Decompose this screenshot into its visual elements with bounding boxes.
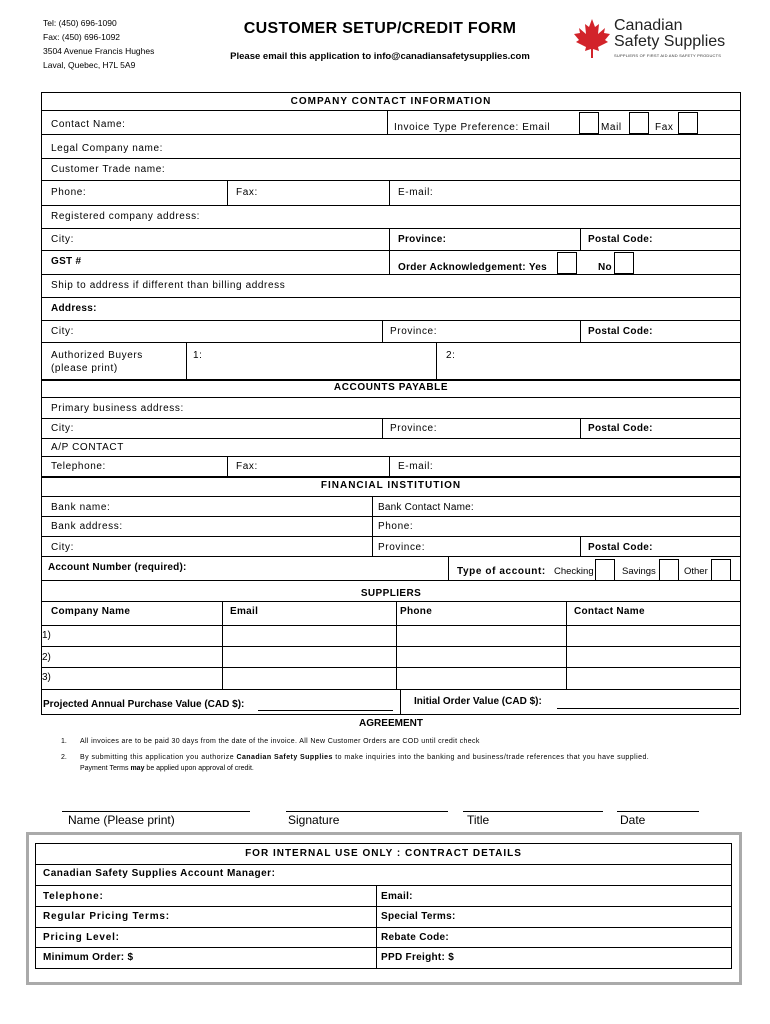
checking-label: Checking	[554, 566, 594, 577]
phone-label: Phone:	[51, 187, 87, 198]
ship-address-label: Address:	[51, 303, 97, 314]
sig-name-label: Name (Please print)	[68, 813, 175, 827]
reg-address-label: Registered company address:	[51, 211, 201, 222]
other-checkbox[interactable]	[711, 559, 731, 581]
sig-signature-label: Signature	[288, 813, 340, 827]
agreement-item1: All invoices are to be paid 30 days from the date of the invoice. All New Customer Orders are COD until credit check	[80, 738, 480, 745]
form-subtitle: Please email this application to info@canadiansafetysupplies.com	[230, 51, 530, 62]
maple-leaf-logo-icon	[572, 17, 612, 59]
ap-postal-label: Postal Code:	[588, 423, 653, 434]
company-address-line2: Laval, Quebec, H7L 5A9	[43, 60, 136, 70]
province-label: Province:	[398, 234, 447, 245]
suppliers-section-header: SUPPLIERS	[360, 588, 422, 599]
agreement-item2-post: to make inquiries into the banking and business/trade references that you have supplied.	[335, 754, 650, 761]
supplier-col-company: Company Name	[51, 606, 131, 617]
other-label: Other	[684, 566, 708, 577]
regular-terms-label: Regular Pricing Terms:	[43, 911, 170, 922]
internal-telephone-label: Telephone:	[43, 891, 104, 902]
invoice-email-checkbox[interactable]	[579, 112, 599, 134]
order-ack-no-checkbox[interactable]	[614, 252, 634, 274]
bank-address-label: Bank address:	[51, 521, 123, 532]
type-of-account-label: Type of account:	[457, 566, 546, 577]
savings-label: Savings	[622, 566, 656, 577]
postal-label: Postal Code:	[588, 234, 653, 245]
fax-label: Fax:	[236, 187, 258, 198]
city-label: City:	[51, 234, 74, 245]
min-order-label: Minimum Order: $	[43, 952, 134, 963]
agreement-item2-line2-may: may	[130, 765, 145, 772]
account-manager-label: Canadian Safety Supplies Account Manager:	[43, 868, 276, 879]
savings-checkbox[interactable]	[659, 559, 679, 581]
bank-postal-label: Postal Code:	[588, 542, 653, 553]
company-address-line1: 3504 Avenue Francis Hughes	[43, 46, 155, 56]
logo-line2: Safety Supplies	[614, 33, 726, 50]
invoice-fax-label: Fax	[655, 122, 674, 133]
buyer2-label: 2:	[446, 350, 456, 361]
ap-contact-label: A/P CONTACT	[51, 442, 124, 453]
agreement-item2-company: Canadian Safety Supplies	[236, 754, 333, 761]
sig-date-label: Date	[620, 813, 646, 827]
ap-fax-label: Fax:	[236, 461, 258, 472]
order-ack-yes-checkbox[interactable]	[557, 252, 577, 274]
contact-section-header: COMPANY CONTACT INFORMATION	[290, 96, 492, 107]
initial-order-label: Initial Order Value (CAD $):	[414, 696, 542, 707]
agreement-item2-pre: By submitting this application you authorize	[80, 754, 235, 761]
ship-to-label: Ship to address if different than billing address	[51, 280, 286, 291]
buyer1-label: 1:	[193, 350, 203, 361]
ap-section-header: ACCOUNTS PAYABLE	[333, 382, 449, 393]
supplier-col-email: Email	[230, 606, 259, 617]
invoice-mail-checkbox[interactable]	[629, 112, 649, 134]
invoice-mail-label: Mail	[601, 122, 622, 133]
supplier-row-2: 2)	[42, 652, 51, 663]
trade-name-label: Customer Trade name:	[51, 164, 166, 175]
order-ack-label: Order Acknowledgement: Yes	[398, 262, 547, 273]
company-fax: Fax: (450) 696-1092	[43, 32, 121, 42]
agreement-item2	[80, 754, 649, 761]
supplier-row-3: 3)	[42, 672, 51, 683]
invoice-fax-checkbox[interactable]	[678, 112, 698, 134]
contact-name-label: Contact Name:	[51, 119, 126, 130]
ap-telephone-label: Telephone:	[51, 461, 106, 472]
agreement-item2-line2	[80, 765, 254, 772]
internal-email-label: Email:	[381, 891, 413, 902]
projected-purchase-label: Projected Annual Purchase Value (CAD $):	[43, 699, 245, 710]
special-terms-label: Special Terms:	[381, 911, 456, 922]
ppd-freight-label: PPD Freight: $	[381, 952, 455, 963]
account-number-label: Account Number (required):	[48, 562, 187, 573]
order-ack-no-label: No	[598, 262, 612, 273]
supplier-row-1: 1)	[42, 630, 51, 641]
agreement-item2-number: 2.	[61, 754, 67, 761]
legal-name-label: Legal Company name:	[51, 143, 164, 154]
agreement-item1-number: 1.	[61, 738, 67, 745]
form-title: CUSTOMER SETUP/CREDIT FORM	[243, 20, 517, 37]
ship-city-label: City:	[51, 326, 74, 337]
email-label: E-mail:	[398, 187, 434, 198]
bank-phone-label: Phone:	[378, 521, 414, 532]
sig-title-label: Title	[467, 813, 490, 827]
ship-province-label: Province:	[390, 326, 438, 337]
agreement-item2-line2-post: be applied upon approval of credit.	[146, 765, 254, 772]
ap-email-label: E-mail:	[398, 461, 434, 472]
supplier-col-contact: Contact Name	[574, 606, 645, 617]
agreement-item2-line2-pre: Payment Terms	[80, 765, 129, 772]
internal-header: FOR INTERNAL USE ONLY : CONTRACT DETAILS	[245, 848, 522, 859]
company-tel: Tel: (450) 696-1090	[43, 18, 117, 28]
ap-city-label: City:	[51, 423, 74, 434]
agreement-header: AGREEMENT	[359, 718, 423, 729]
rebate-code-label: Rebate Code:	[381, 932, 450, 943]
primary-address-label: Primary business address:	[51, 403, 184, 414]
bank-contact-label: Bank Contact Name:	[378, 502, 474, 513]
financial-section-header: FINANCIAL INSTITUTION	[320, 480, 462, 491]
gst-label: GST #	[51, 256, 82, 267]
checking-checkbox[interactable]	[595, 559, 615, 581]
pricing-level-label: Pricing Level:	[43, 932, 120, 943]
supplier-col-phone: Phone	[400, 606, 433, 617]
bank-province-label: Province:	[378, 542, 426, 553]
ap-province-label: Province:	[390, 423, 438, 434]
company-info	[43, 16, 154, 72]
bank-city-label: City:	[51, 542, 74, 553]
bank-name-label: Bank name:	[51, 502, 111, 513]
please-print-text: (please print)	[51, 363, 118, 374]
authorized-buyers-label	[51, 349, 143, 375]
authorized-buyers-text: Authorized Buyers	[51, 350, 143, 361]
logo-text	[614, 18, 725, 50]
logo-line1: Canadian	[614, 17, 683, 34]
logo-tagline: SUPPLIERS OF FIRST AID AND SAFETY PRODUCTS	[614, 53, 722, 58]
invoice-pref-label: Invoice Type Preference: Email	[394, 122, 551, 133]
ship-postal-label: Postal Code:	[588, 326, 653, 337]
